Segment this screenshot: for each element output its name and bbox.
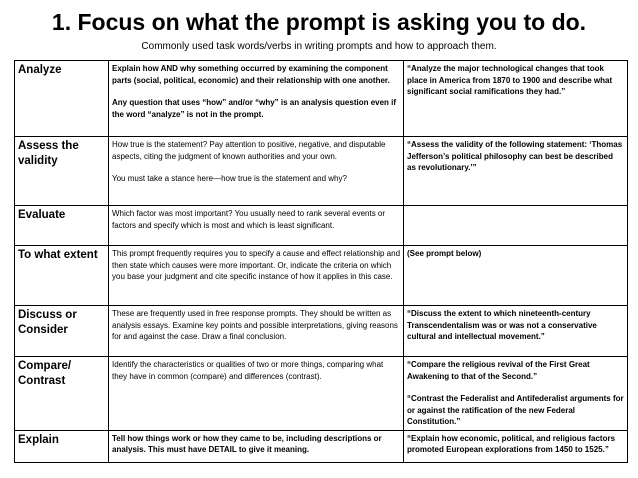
table-row — [15, 246, 628, 306]
table-row — [15, 206, 628, 246]
definition-cell — [109, 206, 404, 246]
example-cell — [404, 206, 628, 246]
example-text: “Discuss the extent to which nineteenth-century Transcendentalism was or was not a conservative cultural and intellectual movement.” — [407, 309, 597, 341]
example-text: “Contrast the Federalist and Antifederalist arguments for or against the ratification of the new Federal Constitution.” — [407, 394, 624, 426]
example-text: “Compare the religious revival of the First Great Awakening to that of the Second.” — [407, 360, 590, 381]
task-words-table — [14, 60, 628, 463]
page-title: 1. Focus on what the prompt is asking you to do. — [51, 9, 587, 35]
definition-cell — [109, 137, 404, 206]
term-cell: Assess the validity — [15, 137, 109, 206]
term-cell: To what extent — [15, 246, 109, 306]
definition-text: Explain how AND why something occurred by examining the component parts (social, political, economic) and their relationship with one another. — [112, 64, 390, 85]
definition-text: These are frequently used in free response prompts. They should be written as analysis essays. Examine key points and possible interpretations, giving reasons for and against the case. Draw a final conclusion. — [112, 309, 398, 341]
definition-text: Tell how things work or how they came to be, including descriptions or analysis. This must have DETAIL to give it meaning. — [112, 433, 382, 454]
definition-text: How true is the statement? Pay attention to positive, negative, and disputable aspects, citing the judgment of known authorities and your own. — [112, 140, 386, 161]
definition-text: Identify the characteristics or qualities of two or more things, comparing what they have in common (compare) and differences (contrast). — [112, 360, 384, 381]
definition-text: You must take a stance here—how true is the statement and why? — [112, 174, 347, 183]
term-cell: Evaluate — [15, 206, 109, 246]
term-cell: Discuss or Consider — [15, 306, 109, 357]
definition-cell — [109, 430, 404, 462]
example-cell — [404, 430, 628, 462]
term-cell: Explain — [15, 430, 109, 462]
definition-text: Which factor was most important? You usually need to rank several events or factors and specify which is most and which is least significant. — [112, 209, 386, 230]
example-text: “Assess the validity of the following statement: ‘Thomas Jefferson’s political philosophy can best be described as revolutionary.’” — [407, 140, 623, 172]
definition-cell — [109, 61, 404, 137]
table-row — [15, 430, 628, 462]
example-text: (See prompt below) — [407, 249, 482, 258]
example-text: “Analyze the major technological changes that took place in America from 1870 to 1900 and describe what significant social ramifications they had.” — [407, 64, 613, 96]
definition-text: Any question that uses “how” and/or “why” is an analysis question even if the word “analyze” is not in the prompt. — [112, 98, 397, 119]
table-row — [15, 61, 628, 137]
definition-cell — [109, 246, 404, 306]
page-subtitle: Commonly used task words/verbs in writing prompts and how to approach them. — [141, 41, 497, 52]
table-row — [15, 357, 628, 431]
definition-cell — [109, 306, 404, 357]
example-cell — [404, 137, 628, 206]
example-text: “Explain how economic, political, and religious factors promoted European explorations from 1450 to 1525.” — [407, 433, 616, 454]
example-cell — [404, 246, 628, 306]
term-cell: Compare/ Contrast — [15, 357, 109, 431]
example-cell — [404, 306, 628, 357]
definition-text: This prompt frequently requires you to specify a cause and effect relationship and then state which causes were more important. Or, indicate the criteria on which you base your judgment and cite specific instance of how it applies in this case. — [112, 249, 401, 281]
definition-cell — [109, 357, 404, 431]
table-row — [15, 137, 628, 206]
term-cell: Analyze — [15, 61, 109, 137]
example-cell — [404, 61, 628, 137]
table-row — [15, 306, 628, 357]
example-cell — [404, 357, 628, 431]
